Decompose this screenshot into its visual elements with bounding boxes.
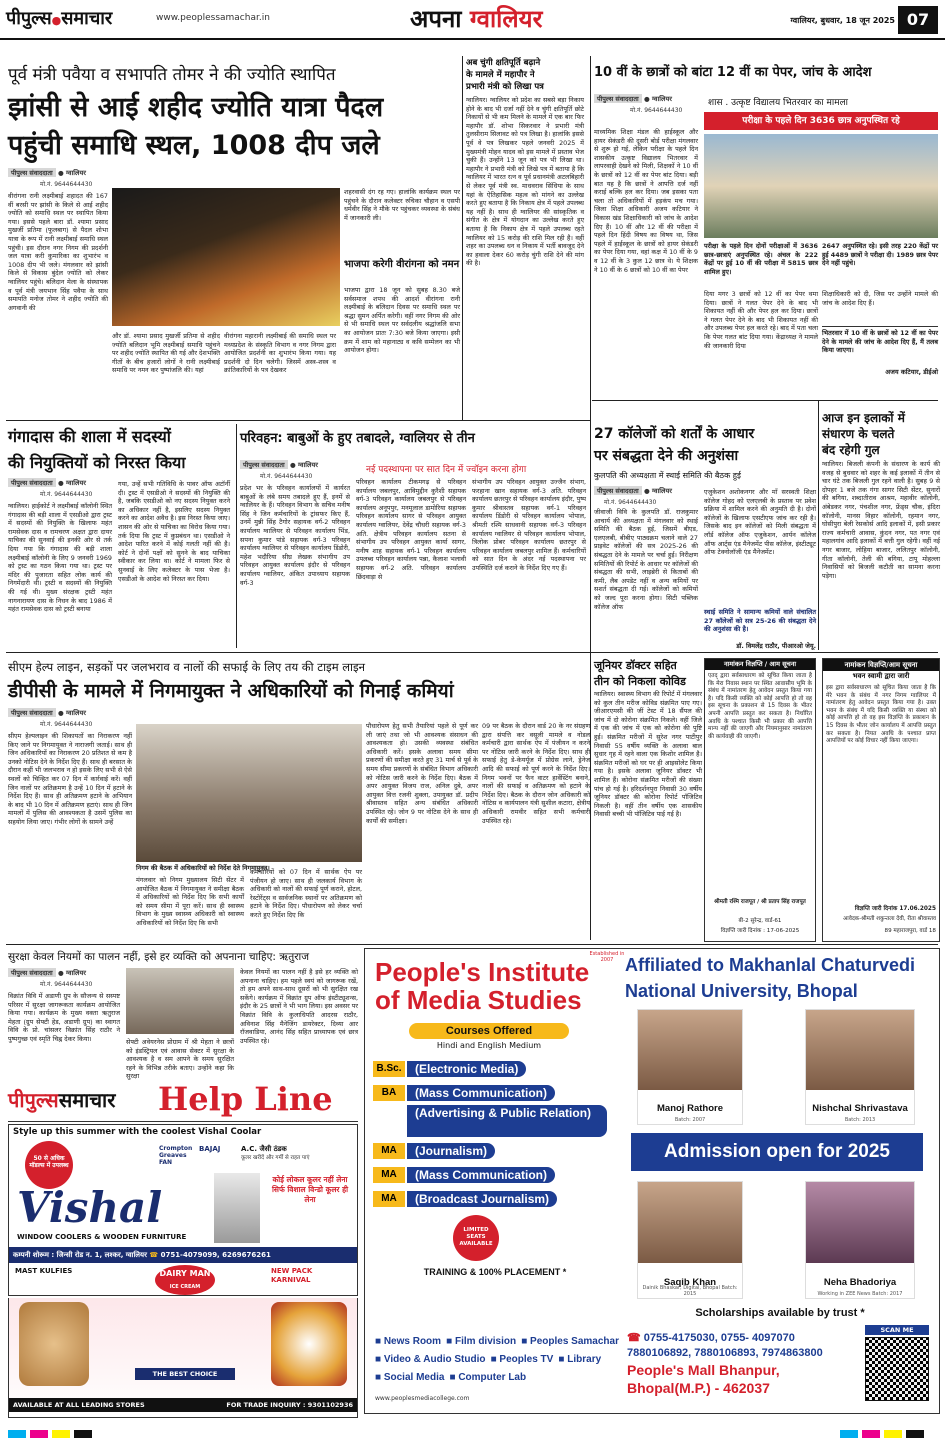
- link-computer-lab[interactable]: ■ Computer Lab: [449, 1372, 527, 1383]
- link-label: Peoples Samachar: [530, 1336, 619, 1347]
- course-name: (Mass Communication): [407, 1167, 555, 1183]
- alumni-photo: [638, 1010, 742, 1090]
- vishal-ad: [8, 1124, 358, 1296]
- story-6-headline-1: 27 कॉलेजों को शर्तों के आधार: [594, 426, 755, 442]
- pims-phone-1[interactable]: [627, 1331, 857, 1346]
- pims-address-1: People's Mall Bhanpur,: [627, 1362, 780, 1378]
- byline-city: ग्वालियर: [66, 709, 86, 717]
- story-3-highlight-bar: परीक्षा के पहले दिन 3636 छात्र अनुपस्थित रहे: [704, 112, 938, 130]
- link-label: News Room: [383, 1336, 442, 1347]
- byline-dot-icon: ●: [57, 969, 64, 977]
- story-8-col-5: 09 पर बैठक के दौरान वार्ड 20 के नर संग्रहण द्वारा संपत्ति कर वसूली मामले व नोडल कर्मचारी द्वारा सार्थक ऐप में पंजीयन न करने पर नोटिस जारी करने के निर्देश दिए। साथ ही सफाई हेतु डे-केयर्यूज में प्रोग्रेस लाने, ड्रेनेज आदि की सफाई को पूर्ण करने के निर्देश दिए। निगम भवनों पर फैन वाटर हार्वेस्टिंग बनाने, नालों की सफाई व अतिक्रमण को हटाने के निर्देश दिए। बैठक के दौरान जोन अधिकारी को नोटिस व कार्यपालन यंत्री सुशील कटारा, क्षेत्रीय अधिकारी रामवीर सहित सभी कर्मचारी उपस्थित रहे।: [482, 722, 590, 825]
- story-1-kicker: पूर्व मंत्री पवैया व सभापति तोमर ने की ज्योति स्थापित: [8, 65, 336, 85]
- story-3-col-2: दिया मगर 3 छात्रों को 12 वीं का पेपर थमा दिया। छात्रों ने गलत पेपर देने के बाद भी शिकायत नहीं की और पेपर हल कर दिया। छात्रों ने गलत पेपर देने के बाद भी शिकायत नहीं की और उपलब्ध पेपर हल करते रहे। बाद में पता चला कि पेपर गलत बांट दिया गया। केंद्राध्यक्ष ने मामले की जानकारी दिया: [704, 290, 818, 350]
- story-5-col-1: प्रदेश भर के परिवहन कार्यालयों में कार्यरत बाबुओं के लंबे समय तबादले हुए हैं, इनमें से ग्वालियर के हैं। परिवहन विभाग के सचिव मनीष सिंह ने जिन कर्मचारियों के ट्रांसफर किए हैं, उनमें मुन्नी सिंह टैगोर सहायक वर्ग-2 परिवहन कार्यालय ग्वालियर से परिवहन कार्यालय भिंड, सपना कुमार पांडे सहायक वर्ग-3 परिवहन कार्यालय ग्वालियर से परिवहन कार्यालय डिंडोरी, महेश भदौरिया सीघ्र लेखक संभागीय उप परिवहन आयुक्त कार्यालय इंदौर से परिवहन कार्यालय ग्वालियर, अंकित उपाध्याय सहायक वर्ग-3: [240, 484, 350, 587]
- notice-2-addr: 89 महाराजपुरा, वार्ड 18: [884, 928, 936, 934]
- page-number: 07: [898, 6, 938, 34]
- story-1-headline-1: झांसी से आई शहीद ज्योति यात्रा पैदल: [8, 92, 384, 123]
- alumni-card-4: [805, 1181, 915, 1299]
- byline-dot-icon: ●: [57, 169, 64, 177]
- story-8-byline: [8, 708, 148, 717]
- story-2-headline-3: प्रभारी मंत्री को लिखा पत्र: [466, 82, 544, 92]
- pims-title-1: People's Institute: [375, 957, 590, 987]
- story-8-mobile: मो.नं. 9644644430: [40, 721, 93, 728]
- pims-courses-title: Courses Offered: [409, 1023, 569, 1039]
- story-8-headline: डीपीसी के मामले में निगमायुक्त ने अधिकारियों को गिनाई कमियां: [8, 680, 454, 702]
- alumni-sub: Dainik Bhaskar, Digital, Bhopal Batch: 2015: [642, 1285, 738, 1297]
- notice-1-body: एतद् द्वारा सर्वसाधारण को सूचित किया जाता है कि मेरा निवास स्थान पर स्थित आवासीय भूमि के संबंध में नामांतरण हेतु आवेदन प्रस्तुत किया गया है। यदि किसी व्यक्ति को कोई आपत्ति हो तो वह इस सूचना के प्रकाशन से 15 दिवस के भीतर अपनी आपत्ति प्रस्तुत कर सकता है। निर्धारित अवधि के पश्चात किसी भी प्रकार की आपत्ति मान्य नहीं की जाएगी और नियमानुसार नामांतरण की कार्यवाही की जाएगी।: [708, 673, 812, 740]
- byline-city: ग्वालियर: [66, 969, 86, 977]
- alumni-card-2: [805, 1009, 915, 1125]
- rule: [592, 400, 938, 401]
- pims-course-3: (Advertising & Public Relation): [407, 1105, 607, 1137]
- byline-city: ग्वालियर: [652, 95, 672, 103]
- notice-2-date: विज्ञप्ति जारी दिनांक 17.06.2025: [854, 906, 936, 912]
- phone-1-text: 0755-4175030, 0755- 4097070: [643, 1332, 795, 1344]
- course-name: (Mass Communication): [407, 1085, 555, 1101]
- course-name: (Electronic Media): [407, 1061, 526, 1077]
- vishal-brand-1: Crompton Greaves FAN: [159, 1145, 193, 1166]
- story-5-col-3: संभागीय उप परिवहन आयुक्त उज्जैन संभाग, फरहाना खान सहायक वर्ग-3 अति. परिवहन कार्यालय छतरपुर से परिवहन कार्यालय इंदौर, पुष्प कुमार श्रीवास्तव सहायक वर्ग-1 परिवहन कार्यालय डिंडोरी से परिवहन कार्यालय भोपाल, श्रीमती रश्मि साधवानी सहायक वर्ग-3 परिवहन कार्यालय ग्वालियर से परिवहन कार्यालय भोपाल, त्रिलोक प्रोबर परिवहन कार्यालय छतरपुर से परिवहन कार्यालय जबलपुर शामिल हैं। कर्मचारियों को सात दिन के अंदर नई पदस्थापना पर उपस्थिति दर्ज कराने के निर्देश दिए गए हैं।: [472, 478, 586, 572]
- cmyk-mark-cyan: [8, 1430, 26, 1438]
- story-3-kicker: शास . उत्कृष्ट विद्यालय भितरवार का मामला: [708, 98, 849, 108]
- helpline-banner: [8, 1080, 358, 1122]
- byline-name: पीपुल्स संवाददाता: [594, 486, 642, 495]
- byline-city: ग्वालियर: [652, 487, 672, 495]
- vishal-address: कम्पनी शोरूम : जिन्सी रोड न. 1, लश्कर, ग्वालियर: [13, 1251, 147, 1259]
- story-6-quote-by: डॉ. विमलेंद्र राठौर, पीआरओ जेयू.: [736, 642, 816, 650]
- alumni-photo: [638, 1182, 742, 1263]
- story-10-col-2: सेफ्टी अवेयरनेस प्रोग्राम में श्री मेहता ने छात्रों को इंडस्ट्रियल एवं आवास सेक्टर में सुरक्षा के आवश्यक है व सम आपने के समय सुरक्षित रहने के विभिन्न तरीके बताए। उन्होंने कहा कि सुरक्षा: [126, 1038, 234, 1081]
- story-4-mobile: मो.नं. 9644644430: [40, 491, 93, 498]
- story-3-photo: [704, 134, 938, 238]
- byline-name: पीपुल्स संवाददाता: [240, 460, 288, 469]
- alumni-sub: Batch: 2007: [674, 1117, 706, 1123]
- brand-right: समाचार: [61, 8, 113, 29]
- cmyk-mark-cyan: [840, 1430, 858, 1438]
- alumni-name: Nishchal Shrivastava: [812, 1103, 908, 1114]
- story-3-quote: भितरवार में 10 वीं के छात्रों को 12 वीं का पेपर देने के मामले की जांच के आदेश दिए हैं, मैं तलब किया जाएगा।: [822, 326, 938, 366]
- link-library[interactable]: ■ Library: [558, 1354, 602, 1365]
- story-7-headline-2: संधारण के चलते: [822, 427, 895, 441]
- helpline-brand-b: समाचार: [58, 1088, 116, 1112]
- byline-name: पीपुल्स संवाददाता: [8, 478, 56, 487]
- story-5-byline: [240, 460, 380, 469]
- story-9-headline-1: जूनियर डॉक्टर सहित: [594, 659, 677, 672]
- story-10-col-3: केवल नियमों का पालन नहीं है इसे हर व्यक्ति को अपनाना चाहिए। हम पहले स्वयं को जागरूक रखें, तो हम अपने साथ-साथ दूसरों को भी सुरक्षित रख सकेंगे। कार्यक्रम में विक्रांत ग्रुप ऑफ इंस्टीट्यूशन्स, इंदौर के 25 छात्रों ने भी भाग लिया। इस अवसर पर विक्रांत विवि के कुलाधिपति आदरस राठौर, अविनाश सिंह मैनेजिंग डायरेक्टर, दिव्या आर रॉजवाडिया, आनंद सिंह सहित प्राध्यापक एवं छात्र उपस्थित रहे।: [240, 968, 358, 1045]
- cmyk-mark-black: [906, 1430, 924, 1438]
- link-peoples-tv[interactable]: ■ Peoples TV: [490, 1354, 554, 1365]
- byline-name: पीपुल्स संवाददाता: [594, 94, 642, 103]
- story-2-body: ग्वालियर। ग्वालियर को प्रदेश का सबसे बड़ा निकाय होने के बाद भी दर्जा नहीं देने व चुंगी क्षतिपूर्ति छोटे निकायों से भी कम मिलने के मामले में एक बार फिर महापौर डॉ. शोभा सिकरवार ने प्रभारी मंत्री तुलसीराम सिलावट को पत्र लिखा है। हालांकि इससे पूर्व वे पत्र लिखकर पहले जनवरी 2025 में मुख्यमंत्री मोहन यादव को इस मामले में प्रस्ताव भेज चुकी हैं। उन्होंने 13 जून को पत्र भी लिखा था। महापौर ने प्रभारी मंत्री को लिखे पत्र में बताया है कि ग्वालियर में भारत रत्न व पूर्व प्रधानमंत्री अटलबिहारी से लेकर पूर्व मंत्री स्व. माधवराव सिंधिया के साथ यहां के ऐतिहासिक महत्व को मांगने का उल्लेख करते हुए बताया है कि निकाय क्षेत्र में पहले उपलब्ध यह नहीं है। साथ ही ग्वालियर की सांस्कृतिक व संगीत के क्षेत्र में योगदान का उल्लेख करते हुए बताया है कि निकाय क्षेत्र में पहले उपलब्ध रहते ग्वालियर को 15 करोड़ की राशि मिल रही है। वहीं शहर का उपलब्ध धन व निकाय में भर्ती बावजूद देने का हवाला देकर 60 करोड़ चुंगी राशि देने की मांग की है।: [466, 96, 584, 268]
- pims-address-2: Bhopal(M.P.) - 462037: [627, 1380, 770, 1396]
- dairy-tagline: THE BEST CHOICE: [135, 1368, 235, 1380]
- pims-links: [375, 1331, 625, 1391]
- course-name: (Broadcast Journalism): [407, 1191, 557, 1207]
- rule: [462, 56, 463, 420]
- notice-2-sub: भवन स्वामी द्वारा जारी: [852, 672, 910, 680]
- byline-dot-icon: ●: [57, 709, 64, 717]
- alumni-photo: [806, 1010, 914, 1090]
- cmyk-mark-yellow: [884, 1430, 902, 1438]
- byline-dot-icon: ●: [57, 479, 64, 487]
- notice-2-body: इस द्वारा सर्वसाधारण को सूचित किया जाता है कि मेरे भवन के संबंध में नगर निगम ग्वालियर में नामांतरण हेतु आवेदन प्रस्तुत किया गया है। उक्त भवन के संबंध में यदि किसी व्यक्ति या संस्था को कोई आपत्ति हो तो वह इस विज्ञप्ति के प्रकाशन के 15 दिवस के भीतर जोन कार्यालय में आपत्ति प्रस्तुत कर सकता है। नियत अवधि के पश्चात प्राप्त आपत्तियों पर कोई विचार नहीं किया जाएगा।: [826, 685, 936, 745]
- story-6-byline: [594, 486, 704, 495]
- byline-city: ग्वालियर: [298, 461, 318, 469]
- section-title: [410, 2, 650, 36]
- story-10-col-1: विक्रांत विवि में अडाणी ग्रुप के सौजन्य से सस्पष्ट परिसर में सुरक्षा जागरूकता कार्यक्रम आयोजित किया गया। कार्यक्रम के मुख्य वक्ता ऋतुराज मेहता (ग्रुप सेफ्टी हेड, अडाणी ग्रुप) का स्वागत विवि के प्रो. चांसलर विक्रांत सिंह राठौर ने पुष्पगुच्छ एवं स्मृति चिह्न देकर किया।: [8, 992, 120, 1043]
- story-1-photo: [112, 188, 340, 326]
- story-7-headline-1: आज इन इलाकों में: [822, 411, 905, 425]
- notice-1-date: विज्ञप्ति जारी दिनांक : 17-06-2025: [720, 928, 800, 934]
- story-6-col-2: एजुकेशन अशोकनगर और माँ सरस्वती शिक्षा कॉलेज गोहद को एलएलबी के प्रस्ताव पर प्रवेश प्रक्रिया में शामिल करने की अनुमति दी है। दोनों कॉलेजों के खिलाफ एसटीएफ जांच कर रही है। जिसके बाद इन कॉलेजों को मिली संबद्धता में लॉर्ड कॉलेज ऑफ एजुकेशन, आर्यन कॉलेज ऑफ आर्ट्स एंड मैनेजमेंट पीस कॉलेज, इंस्टीट्यूट ऑफ टेक्नोलॉजी एंड मैनेजमेंट।: [704, 488, 816, 557]
- story-2-headline-2: के मामले में महापौर ने: [466, 70, 535, 80]
- story-3-mobile: मो.नं. 9644644430: [630, 107, 683, 114]
- pims-web[interactable]: www.peoplesmediacollege.com: [375, 1395, 470, 1402]
- story-4-col-2: गया, उन्हें सभी गतिविधि के पावर ऑफ अटॉर्नी दी। ट्रस्ट में एसडीओ ने सदस्यों की नियुक्ति की है, जबकि एसडीओ को नए सदस्य नियुक्त करने का अधिकार नहीं है, इसलिए सदस्य नियुक्त करने का आदेश अवैध है। इस निरस्त किया जाए। शासन की ओर से याचिका का विरोध किया गया। तर्क दिया कि ट्रस्ट में कुप्रबंधन था। एसडीओ ने आदेश पारित करने में कोई गलती नहीं की है। कोर्ट ने दोनों पक्षों को सुनने के बाद याचिका स्वीकार कर लिया था। कोर्ट ने मामला फिर से सुनवाई के लिए कलेक्टर के पास भेजा है। एसडीओ के आदेश को निरस्त कर दिया।: [118, 480, 231, 583]
- cmyk-mark-magenta: [30, 1430, 48, 1438]
- byline-name: पीपुल्स संवाददाता: [8, 168, 56, 177]
- story-9-body: ग्वालियर। स्वास्थ्य विभाग की रिपोर्ट में मंगलवार को कुल तीन मरीज कोविड संक्रमित पाए गए। जीआरएमसी की जीं टेस्ट में 18 सैंपल की जांच में दो कोरोना संक्रमित निकले। वहीं जिले में एक की जांच में एक को कोरोना की पुष्टि हुई। संक्रमित मरीजों में सुरेश नगर पाटीपुर निवासी 55 वर्षीय व्यक्ति के अलावा बाल सुधार गृह में रहने वाला एक किशोर शामिल है। संक्रमित मरीजों को घर पर ही आइसोलेट किया गया है। इसके अलावा जूनियर डॉक्टर भी शामिल हैं। कोरोना संक्रमित मरीजों की संख्या पांच हो गई है। हरिदर्शनपुरा निवासी 30 वर्षीय जूनियर डॉक्टर की कोरोना रिपोर्ट पॉजिटिव निकली है। वहीं तीन वर्षीय एक शासकीय निवासी बच्ची भी पॉजिटिव पाई गई है।: [594, 690, 702, 819]
- story-4-headline-1: गंगादास की शाला में सदस्यों: [8, 427, 171, 446]
- story-1-col-4: शहरवासी दंग रह गए। हालांकि कार्यक्रम स्थल पर पहुंचने के दौरान कलेक्टर रुचिका चौहान व एसपी धर्मवीर सिंह ने मौके पर पहुंचकर व्यवस्था के संबंध में जानकारी ली।: [344, 188, 460, 222]
- story-6-quote: स्थाई समिति ने सामान्य कमियों वाले संचालित 27 कॉलेजों को सत्र 25-26 की संबद्धता देने की अनुशंसा की है।: [704, 608, 816, 634]
- byline-dot-icon: ●: [289, 461, 296, 469]
- link-film-division[interactable]: ■ Film division: [446, 1336, 517, 1347]
- story-8-col-2: मंगलवार को निगम मुख्यालय सिटी सेंटर में आयोजित बैठक में निगमायुक्त ने समीक्षा बैठक में अधिकारियों को निर्देश दिए कि सभी कार्यों को समय सीमा में पूरा करें। साथ ही स्वास्थ्य विभाग के मुख्य स्वास्थ्य अधिकारी को स्वास्थ्य अधिकारियों को निर्देश दिए कि सभी: [136, 876, 244, 927]
- helpline-title: Help Line: [158, 1080, 333, 1118]
- notice-2: [822, 658, 940, 942]
- website-url: www.peoplessamachar.in: [156, 13, 270, 23]
- pims-affiliation-2: National University, Bhopal: [625, 981, 858, 1001]
- story-3-col-1: माध्यमिक शिक्षा मंडल की हाईस्कूल और हायर सेकंडरी की दूसरी बोर्ड परीक्षा मंगलवार से शुरू हो गई, लेकिन परीक्षा के पहले दिन शासकीय उत्कृष्ट विद्यालय भितरवार में लापरवाही देखने को मिली, शिक्षकों ने 10 वीं के छात्रों को 12 वीं का पेपर बांट दिया। बड़ी बात यह है कि छात्रों ने आपत्ति दर्ज नहीं कराई बल्कि हल कर दिया। जब इसका पता चला तो अधिकारियों में हड़कंप मच गया। जिला शिक्षा अधिकारी अजय कटियार ने विकास खंड शिक्षाधिकारी को जांच के आदेश दिए हैं। 10 वीं और 12 वीं की परीक्षा में पहले दिन हिंदी विषय का विषय था, जिस पहले में हाईस्कूल के छात्रों को हायर सेकंडरी का पेपर दिया गया, वहां कक्ष में 10 वीं के 9 व 12 वीं के 3 कुल 12 छात्र थे। ये शिक्षक ने 10 वीं के 6 छात्रों को 10 वीं का पेपर: [594, 128, 698, 274]
- story-8-kicker: सीएम हेल्प लाइन, सड़कों पर जलभराव व नालों की सफाई के लिए तय की टाइम लाइन: [8, 660, 366, 674]
- alumni-card-1: [637, 1009, 743, 1125]
- story-1-headline-2: पहुंची समाधि स्थल, 1008 दीप जले: [8, 130, 380, 161]
- story-4-headline-2: की नियुक्तियों को निरस्त किया: [8, 453, 186, 472]
- story-6-mobile: मो.नं. 9644644430: [604, 499, 657, 506]
- vishal-sub: WINDOW COOLERS & WOODEN FURNITURE: [17, 1233, 187, 1241]
- kulfi-image: [19, 1302, 89, 1386]
- vishal-brand-3: A.C. जैसी ठंडक: [241, 1145, 287, 1153]
- cmyk-mark-yellow: [52, 1430, 70, 1438]
- helpline-brand-a: पीपुल्स: [8, 1088, 59, 1112]
- phone-icon: ☎: [627, 1332, 641, 1344]
- byline-name: पीपुल्स संवाददाता: [8, 968, 56, 977]
- pims-course-5: [373, 1165, 555, 1184]
- rule: [6, 420, 590, 421]
- dairy-foot-right[interactable]: FOR TRADE INQUIRY : 9301102936: [226, 1401, 353, 1409]
- story-2-headline-1: अब चुंगी क्षतिपूर्ति बढ़ाने: [466, 58, 541, 68]
- dairy-ad: [8, 1298, 358, 1418]
- story-4-col-1: ग्वालियर। हाईकोर्ट ने लक्ष्मीबाई कॉलोनी स्थित गंगादास की बड़ी शाला में एसडीओ द्वारा ट्रस्ट में सदस्यों की नियुक्ति के खिलाफ महंत रामसेवक दास व रामचरण अक्षत द्वारा दायर याचिका की सुनवाई की इनकी ओर से तर्क दिया गया कि गंगादास की बड़ी शाला लक्ष्मीबाई कॉलोनी के लिए 9 जनवरी 1969 को ट्रस्ट का गठन किया गया था। ट्रस्ट पर मंदिर की पुजारता सहित लोक कार्य की निगमेंदारी थी। ट्रस्टी व सदस्यों की नियुक्ति की गई थी। मुख्य संरक्षक ट्रस्टी महंत नागनारायण दास के निधन के बाद 1986 में महंत रामसेवक दास को ट्रस्टी बनाया: [8, 502, 112, 614]
- story-3-col-4: शिक्षाधिकारी को दी, जिस पर उन्होंने मामले की जांच के आदेश दिए हैं।: [822, 290, 938, 307]
- pims-seats-badge: LIMITED SEATS AVAILABLE: [453, 1215, 499, 1261]
- story-10-photo: [126, 968, 234, 1034]
- cmyk-mark-black: [74, 1430, 92, 1438]
- story-3-caption: परीक्षा के पहले दिन दोनों परीक्षाओं में 3636 छात्र-छात्राएं अनुपस्थित रहे। अंचल के 222 केंद्रों पर हुई 10 वीं की परीक्षा में 5815 छात्र शामिल हुए।: [704, 242, 818, 276]
- vishal-badge: 50 से अधिक मॉडल्स में उपलब्ध: [25, 1141, 73, 1189]
- story-8-col-3: कर्मचारियों को 07 दिन में सार्थक ऐप पर पंजीयन हो जाए। साथ ही जलकार्य विभाग के अधिकारी को नालों की सफाई पूर्ण कराने, होटल, रेस्टोरेंट्स व सार्वजनिक स्थानों पर अतिक्रमण को हटाने के निर्देश दिए। पौधारोपण को लेकर चर्चा करते हुए निर्देश दिए कि: [250, 868, 362, 919]
- brand-dot-icon: ●: [51, 14, 62, 27]
- story-1-col-2: और डॉ. श्यामा प्रसाद मुखर्जी प्रतिमा से शहीद ज्योति बलिदान भूमि लक्ष्मीबाई समाधि पहुंचने पर शहीद ज्योति स्थापित की गई और देशभक्ति गीतों के बीच हजारों लोगों ने रानी लक्ष्मीबाई समाधि पर नमन कर पुष्पांजलि की। यहां: [112, 332, 220, 375]
- link-label: Library: [567, 1354, 602, 1365]
- pims-training: TRAINING & 100% PLACEMENT *: [423, 1267, 567, 1277]
- story-9-headline-2: तीन को निकला कोविड: [594, 675, 686, 688]
- dairy-brand-sub: ICE CREAM: [169, 1284, 201, 1290]
- pims-phone-2[interactable]: 7880106892, 7880106893, 7974863800: [627, 1347, 823, 1359]
- byline-city: ग्वालियर: [66, 479, 86, 487]
- story-3-col-3: 2647 अनुपस्थित रहे। इसी तरह 220 केंद्रों पर हुई 4489 छात्रों ने परीक्षा दी। 1989 छात्र पेपर देने नहीं पहुंचे।: [822, 242, 938, 268]
- course-degree: B.Sc.: [373, 1061, 405, 1077]
- rule: [6, 944, 938, 945]
- icecream-tub-image: [271, 1302, 347, 1386]
- phone-icon: ☎: [149, 1251, 159, 1259]
- pims-course-1: [373, 1059, 526, 1078]
- vishal-tagline: Style up this summer with the coolest Vishal Coolar: [13, 1127, 262, 1137]
- story-1-col-4b: भाजपा द्वारा 18 जून को सुबह 8.30 बजे सर्वसमाज शपथ की आदर्श वीरांगना रानी लक्ष्मीबाई के बलिदान दिवस पर समाधि स्थल पर श्रद्धा सुमन अर्पित करेगी। वहीं नगर निगम की ओर से भी समाधि स्थल पर सर्वदलीय श्रद्धांजलि सभा का आयोजन प्रातः 7:30 बजे किया जाएगा। इसी क्रम में शाम को महानाट्य व कवि सम्मेलन का भी आयोजन होगा।: [344, 286, 460, 355]
- story-8-photo: [136, 724, 362, 862]
- story-8-caption: निगम की बैठक में अधिकारियों को निर्देश देते निगमायुक्त।: [136, 864, 270, 872]
- pims-course-2: [373, 1083, 555, 1102]
- rule: [590, 56, 591, 940]
- story-6-subhead: कुलपति की अध्यक्षता में स्थाई समिति की बैठक हुई: [594, 471, 741, 480]
- qr-code[interactable]: [865, 1337, 929, 1401]
- vishal-phone[interactable]: 0751-4079099, 6269676261: [160, 1251, 271, 1259]
- rule: [6, 652, 938, 653]
- link-label: Social Media: [383, 1372, 445, 1383]
- qr-scan-label: SCAN ME: [865, 1325, 929, 1335]
- story-1-col-3: वीरांगना महारानी लक्ष्मीबाई की समाधि स्थल पर मध्यप्रदेश के संस्कृति विभाग व नगर निगम द्वारा आयोजित प्रदर्शनी का शुभारंभ किया गया। यह प्रदर्शनी दो दिन चलेगी। जिसमें अस्त्र-शस्त्र व क्रांतिकारियों के पत्र देखकर: [224, 332, 336, 375]
- pims-contact: [627, 1331, 857, 1409]
- story-10-headline: सुरक्षा केवल नियमों का पालन नहीं, इसे हर व्यक्ति को अपनाना चाहिए: ऋतुराज: [8, 951, 309, 963]
- link-label: Computer Lab: [458, 1372, 527, 1383]
- byline-city: ग्वालियर: [66, 169, 86, 177]
- vishal-footer: [9, 1247, 357, 1263]
- link-label: Film division: [454, 1336, 517, 1347]
- link-social-media[interactable]: ■ Social Media: [375, 1372, 445, 1383]
- link-label: Peoples TV: [499, 1354, 554, 1365]
- story-7-body: ग्वालियर। बिजली कंपनी के संधारण के कार्य की वजह से बुधवार को शहर के कई इलाकों में तीन से चार घंटे तक बिजली गुल रहने वाली है। सुबह 9 से दोपहर 1 बजे तक गंगा सागर सिटी सेंटर, सुनारों की बगिया, शब्दातीराव आश्रम, महावीर कॉलोनी, अंबेडकर नगर, पंचशील नगर, फ्रेंड्स चौक, इंदिरा कॉलोनी, मानस विहार कॉलोनी, रहमान नगर, घोसीपुरा बेली रेसकोर्स आदि इलाकों में, इसी प्रकार राज्य कर्मचारी आवास, कुंदन नगर, पत नगर एवं महालगांव आदि इलाकों में बत्ती गुल रहेगी। वहीं नई नगर बाजार, लोहिया बाजार, ललितपुर कॉलोनी, गीता कॉलोनी, तेली की बगिया, टापू मोहल्ला निवासियों को बिजली कटौती का सामना करना पड़ेगा।: [822, 460, 940, 580]
- notice-2-sign: आवेदक-श्रीमती शकुन्तला देवी, रीता श्रीवास्तव: [843, 916, 936, 922]
- brand-logo: [6, 6, 156, 32]
- vishal-promo: कोई लोकल कूलर नहीं लेना सिर्फ विशाल विन्डो कूलर ही लेना: [271, 1175, 349, 1204]
- pims-ad: [364, 948, 940, 1414]
- link-label: Video & Audio Studio: [383, 1354, 486, 1365]
- dateline: ग्वालियर, बुधवार, 18 जून 2025: [790, 16, 895, 25]
- story-5-headline: परिवहन: बाबुओं के हुए तबादले, ग्वालियर से तीन: [240, 431, 475, 446]
- story-3-quote-by: अजय कटियार, डीईओ: [885, 368, 938, 376]
- vishal-logo: Vishal: [17, 1183, 163, 1232]
- story-1-byline: [8, 168, 208, 177]
- story-5-col-2: परिवहन कार्यालय टीकमगढ़ से परिवहन कार्यालय जबलपुर, आविमुद्दीन कुरैशी सहायक वर्ग-3 परिवहन कार्यालय जबलपुर से परिवहन कार्यालय अनूपपुर, मनमूलाल डामोरिया सहायक परिवहन कार्यालय सागर से परिवहन आयुक्त कार्यालय ग्वालियर, देवेंद्र चौधरी सहायक वर्ग-3 अति. क्षेत्रीय परिवहन कार्यालय सतना से संभागीय उप परिवहन आयुक्त कार्या सागर, मनीष शाह सहायक वर्ग-1 परिवहन कार्यालय उपलब्ध परिवहन कार्यालय पन्ना, कैलाश भलावी सहायक वर्ग-2 अति. परिवहन कार्यालय छिंदवाड़ा से: [356, 478, 466, 581]
- story-7-headline-3: बंद रहेगी गुल: [822, 443, 880, 457]
- rule: [236, 424, 237, 648]
- byline-dot-icon: ●: [643, 95, 650, 103]
- story-1-subhead: भाजपा करेगी वीरांगना को नमन: [344, 259, 460, 270]
- alumni-card-3: [637, 1181, 743, 1299]
- section-title-b: ग्वालियर: [469, 5, 543, 33]
- alumni-name: Manoj Rathore: [657, 1103, 723, 1114]
- dairy-footer: [9, 1398, 357, 1412]
- course-degree: MA: [373, 1191, 405, 1207]
- vishal-brand-2: BAJAJ: [199, 1145, 221, 1153]
- pims-affiliation-1: Affiliated to Makhanlal Chaturvedi: [625, 955, 916, 975]
- pims-course-6: [373, 1189, 557, 1208]
- notice-1-sign-2: बी-2 सुरेन्द्र, वार्ड-61: [738, 918, 782, 924]
- alumni-name: Neha Bhadoriya: [823, 1277, 897, 1288]
- section-title-a: अपना: [410, 5, 462, 33]
- notice-1-sign: श्रीमती रश्मि राजपूत / श्री प्रताप सिंह राजपूत: [714, 899, 806, 905]
- story-5-subhead: नई पदस्थापना पर सात दिन में ज्वॉइन करना होगा: [366, 465, 527, 475]
- vishal-desc: कूलर खरीदें और गर्मी से राहत पाएं: [241, 1155, 310, 1161]
- masthead: [0, 0, 945, 40]
- pims-course-4: [373, 1141, 495, 1160]
- link-peoples-samachar[interactable]: ■ Peoples Samachar: [521, 1336, 619, 1347]
- helpline-brand: [8, 1086, 148, 1113]
- story-6-headline-2: पर संबद्धता देने की अनुशंसा: [594, 448, 739, 464]
- alumni-photo: [806, 1182, 914, 1263]
- story-8-col-4: पौधारोपण हेतु सभी तैयारियां पहले से पूर्ण कर ली जाएं तथा जो भी आवश्यक संसाधन की आवश्यकता हो। उसकी व्यवस्था संबंधित अधिकारी करें। इसके अलावा समय सीमा प्रकरणों की समीक्षा करते हुए 31 मार्च से पूर्व के समय सीमा प्रकरणों के संबंधित विभाग अधिकारी को नोटिस जारी करने के निर्देश दिए। बैठक में अपर आयुक्त विजय राज, अनिल दुबे, अपर आयुक्त वित्त रजनी शुक्ला, उपायुक्त डॉ. प्रदीप श्रीवास्तव सहित अन्य संबंधित अधिकारी उपस्थित रहे। जोन 9 पर नोटिस देने के साथ ही कार्यों की समीक्षा।: [366, 722, 478, 825]
- pims-medium: Hindi and English Medium: [436, 1041, 542, 1050]
- brand-left: पीपुल्स: [6, 8, 52, 29]
- dairy-right: NEW PACK KARNIVAL: [271, 1267, 313, 1284]
- course-degree: BA: [373, 1085, 405, 1101]
- pims-estd: Established in 2007: [589, 951, 625, 963]
- dairy-left: MAST KULFIES: [15, 1267, 73, 1275]
- rule: [818, 400, 819, 650]
- dairy-logo: [155, 1265, 215, 1295]
- story-5-mobile: मो.नं. 9644644430: [260, 473, 313, 480]
- notice-1: [704, 658, 816, 942]
- dairy-brand: DAIRY MAN: [159, 1269, 211, 1278]
- link-news-room[interactable]: ■ News Room: [375, 1336, 442, 1347]
- notice-2-title: नामांकन विज्ञप्ति/आम सूचना: [823, 659, 939, 671]
- cmyk-mark-magenta: [862, 1430, 880, 1438]
- byline-name: पीपुल्स संवाददाता: [8, 708, 56, 717]
- link-video-studio[interactable]: ■ Video & Audio Studio: [375, 1354, 486, 1365]
- alumni-name: Saqib Khan: [663, 1277, 717, 1288]
- dairy-foot-left: AVAILABLE AT ALL LEADING STORES: [13, 1401, 145, 1409]
- pims-admission-banner: Admission open for 2025: [631, 1133, 923, 1171]
- story-6-col-1: जीवाजी विवि के कुलपति डॉ. राजकुमार आचार्य की अध्यक्षता में मंगलवार को स्थाई समिति की बैठक हुई, जिसमें बीएड, एलएलबी, बीबीए पाठ्यक्रम चलाने वाले 27 प्राइवेट कॉलेजों की सत्र 2025-26 की संबद्धता देने के मामले पर चर्चा हुई। निरीक्षण समितियों की रिपोर्ट के आधार पर कॉलेजों की संबद्धता की सभी, लाइब्रेरी से किताबों की कमी, लैब अपडेट नहीं व अन्य कमियों पर सशर्त संबद्धता दी गई। कॉलेजों को कमियों को जल्द पूरा करना होगा। सिटी पब्लिक कॉलेज ऑफ: [594, 508, 698, 611]
- pims-title-2: of Media Studies: [375, 985, 582, 1015]
- course-degree: MA: [373, 1167, 405, 1183]
- alumni-sub: Working in ZEE News Batch: 2017: [817, 1291, 903, 1297]
- story-10-mobile: मो.नं. 9644644430: [40, 981, 93, 988]
- alumni-sub: Batch: 2013: [844, 1117, 876, 1123]
- pims-scholarship: Scholarships available by trust *: [695, 1307, 865, 1319]
- story-8-col-1: सीएम हेल्पलाइन की शिकायतों का निराकरण नहीं किए जाने पर निगमायुक्त ने नाराजगी जताई। साथ ही जिन अधिकारियों का निराकरण 20 प्रतिशत से कम है उनको नोटिस देने के निर्देश दिए हैं। साथ ही बरसात के दौरान कहीं भी जलभराव न हो इसके लिए सभी से ऐसे स्थलों को चिन्हित कर 07 दिन में कार्रवाई करें। वहीं जिन नालों पर अतिक्रमण है उन्हें 10 दिन में हटाने के निर्देश दिए हैं। साथ ही अतिक्रमण हटाने के अभियान के बाद भी 10 दिन में अतिक्रमण हटाएं। साथ ही जिन मामलों में पुलिस की आवश्यकता है उसमें पुलिस का सहयोग लिया जाए। गंभीर लोगों के सामने उन्हें: [8, 732, 132, 826]
- cooler-image: [214, 1173, 260, 1243]
- story-3-headline: 10 वीं के छात्रों को बांटा 12 वीं का पेपर, जांच के आदेश: [594, 65, 872, 80]
- course-name: (Journalism): [407, 1143, 495, 1159]
- byline-dot-icon: ●: [643, 487, 650, 495]
- story-1-col-1: वीरांगना रानी लक्ष्मीबाई शहादत की 167 वीं बरसी पर झांसी के किले से आई शहीद ज्योति को समाधि स्थल पर स्थापित किया गया। इससे पहले बारा डॉ. श्यामा प्रसाद मुखर्जी प्रतिमा (फूलबाग) से पैदल शोभा यात्रा के रूप में रानी लक्ष्मीबाई समाधि स्थल पहुंची। इस दौरान नगर निगम की प्रदर्शनी जल यात्रा करी कुमारिका का शुभारंभ व 1008 दीप भी जले। मंगलवार को झांसी किले से विकास बुंदेल ज्योति को लेकर ग्वालियर पहुंचे। बलिदान मेला के संस्थापक व पूर्व मंत्री जयभान सिंह पवैया के साथ समापति मनोज तोमर ने शहीद ज्योति की अगवानी की: [8, 192, 108, 312]
- notice-1-title: नामांकन विज्ञप्ति / आम सूचना: [705, 659, 815, 670]
- course-degree: MA: [373, 1143, 405, 1159]
- story-1-mobile: मो.नं. 9644644430: [40, 181, 93, 188]
